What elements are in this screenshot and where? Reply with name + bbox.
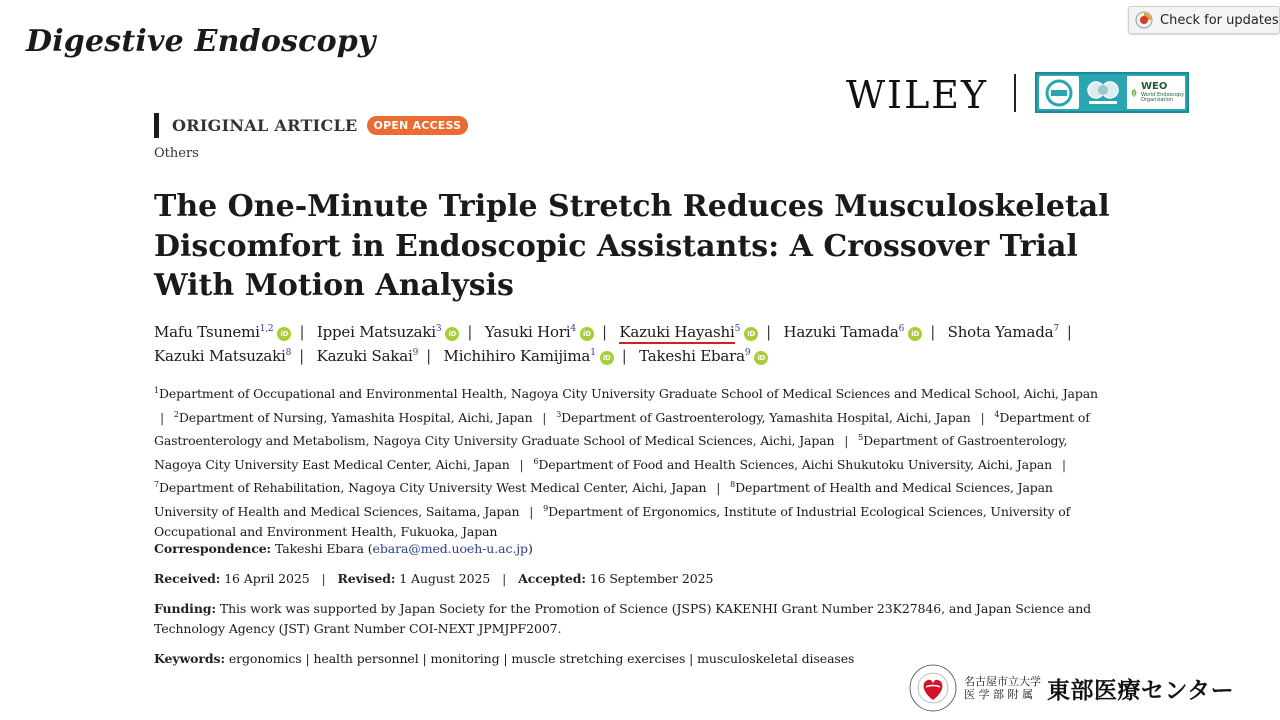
author[interactable] [154, 347, 291, 365]
author[interactable] [948, 323, 1059, 341]
received-label: Received: [154, 571, 221, 586]
author[interactable] [317, 347, 419, 365]
accepted-label: Accepted: [518, 571, 586, 586]
affiliation-separator: | [529, 503, 534, 519]
author-separator: | [299, 323, 305, 341]
revised-label: Revised: [337, 571, 396, 586]
affiliation-separator: | [716, 480, 721, 495]
society-logos [1035, 72, 1189, 113]
author[interactable] [784, 323, 923, 341]
affiliation-text: Department of Gastroenterology, Nagoya City University East Medical Center, Aichi, Japan [154, 433, 1068, 472]
author-name: Hazuki Tamada [783, 323, 899, 341]
orcid-icon[interactable]: iD [744, 327, 758, 341]
orcid-icon[interactable]: iD [277, 327, 291, 341]
article-title: The One-Minute Triple Stretch Reduces Musculoskeletal Discomfort in Endoscopic Assistants: A Crossover Trial With Motion Analysis [154, 189, 1110, 303]
funding-label: Funding: [154, 601, 216, 616]
affiliation-number: 4 [994, 409, 1000, 419]
weo-subtitle: World Endoscopy Organization [1141, 91, 1185, 103]
affiliation-separator: | [542, 409, 547, 425]
received-date: 16 April 2025 [224, 571, 310, 586]
author[interactable] [619, 323, 758, 341]
author-affiliation-number: 1 [590, 348, 596, 358]
affiliation-text: Department of Health and Medical Sciences, Japan University of Health and Medical Sciences, Saitama, Japan [154, 480, 1053, 519]
author-affiliation-number: 4 [570, 324, 576, 334]
affiliation-number: 6 [533, 456, 539, 466]
affiliation-text: Department of Gastroenterology, Yamashita Hospital, Aichi, Japan [561, 409, 971, 425]
author-separator: | [766, 323, 771, 341]
affiliation-separator: | [844, 433, 849, 448]
author-affiliation-number: 1,2 [259, 324, 274, 334]
author-separator: | [467, 323, 473, 341]
affiliation-text: Department of Nursing, Yamashita Hospital, Aichi, Japan [178, 409, 533, 425]
affiliation-number: 1 [154, 386, 159, 395]
orcid-icon[interactable]: iD [445, 327, 459, 341]
affiliation-number: 7 [154, 480, 159, 489]
affiliation-number: 8 [730, 480, 736, 489]
affiliation-text: Department of Occupational and Environmental Health, Nagoya City University Graduate School of Medical Sciences and Medical School, Aichi, Japan [158, 386, 1098, 401]
affiliations [154, 381, 1099, 543]
journal-name: Digestive Endoscopy [26, 24, 376, 59]
open-access-badge: OPEN ACCESS [367, 116, 469, 135]
jges-logo [1039, 76, 1079, 109]
article-category: Others [154, 146, 199, 161]
correspondence-email-link[interactable]: ebara@med.uoeh-u.ac.jp [372, 541, 528, 556]
affiliation-separator: | [519, 456, 524, 472]
check-updates-icon [1135, 11, 1153, 29]
author-name: Mafu Tsunemi [154, 323, 260, 341]
institution-line2: 医 学 部 附 属 [964, 688, 1033, 701]
publisher-divider [1014, 74, 1016, 112]
author-affiliation-number: 6 [898, 324, 905, 334]
author-name: Kazuki Matsuzaki [154, 347, 286, 365]
author[interactable] [444, 347, 614, 365]
article-type-row [154, 113, 468, 138]
correspondence-label: Correspondence: [154, 541, 272, 556]
weo-logo [1127, 76, 1185, 109]
affiliation-item [174, 410, 533, 425]
affiliation-number: 3 [556, 409, 562, 419]
orcid-icon[interactable]: iD [754, 351, 768, 365]
author-list [154, 319, 1114, 367]
revised-date: 1 August 2025 [399, 571, 491, 586]
author-name: Kazuki Sakai [316, 347, 413, 365]
author-affiliation-number: 5 [734, 324, 741, 334]
affiliation-separator: | [160, 409, 165, 425]
affiliation-item [154, 480, 706, 495]
keywords-label: Keywords: [154, 651, 225, 666]
correspondence-name: Takeshi Ebara [274, 541, 364, 556]
affiliation-item [154, 386, 1098, 401]
date-separator: | [321, 571, 326, 586]
institution-line1: 名古屋市立大学 [964, 675, 1041, 688]
author-name: Yasuki Hori [484, 323, 571, 341]
author-name: Takeshi Ebara [639, 347, 745, 365]
affiliation-text: Department of Food and Health Sciences, Aichi Shukutoku University, Aichi, Japan [538, 456, 1053, 472]
affiliation-number: 9 [543, 503, 549, 513]
university-seal-icon [908, 663, 958, 713]
author[interactable] [317, 323, 460, 341]
affiliation-separator: | [980, 409, 985, 425]
author-name: Shota Yamada [947, 323, 1054, 341]
author-name: Kazuki Hayashi [619, 323, 734, 344]
date-separator: | [502, 571, 507, 586]
funding-text: This work was supported by Japan Society for the Promotion of Science (JSPS) KAKENHI Grant Number 23K27846, and Japan Science and Technology Agency (JST) Grant Number COI-NEXT JPMJPF2007. [154, 601, 1092, 636]
funding [154, 599, 1114, 638]
author-affiliation-number: 9 [412, 348, 419, 358]
apdw-logo [1082, 76, 1124, 109]
orcid-icon[interactable]: iD [600, 351, 614, 365]
article-dates [154, 569, 1114, 589]
orcid-icon[interactable]: iD [580, 327, 594, 341]
author-affiliation-number: 3 [435, 324, 442, 334]
check-for-updates-label: Check for updates [1160, 12, 1279, 28]
author-name: Michihiro Kamijima [443, 347, 591, 365]
affiliation-number: 5 [858, 433, 864, 442]
affiliation-text: Department of Rehabilitation, Nagoya City University West Medical Center, Aichi, Japan [158, 480, 707, 495]
author-affiliation-number: 7 [1053, 324, 1059, 334]
affiliation-separator: | [1061, 456, 1066, 472]
correspondence: Correspondence: Takeshi Ebara (ebara@med.uoeh-u.ac.jp) [154, 541, 533, 556]
article-type-bar [154, 113, 159, 138]
affiliation-text: Department of Ergonomics, Institute of Industrial Ecological Sciences, University of Occupational and Environment Health, Fukuoka, Japan [154, 503, 1071, 539]
author-separator: | [299, 347, 304, 365]
author-affiliation-number: 8 [285, 348, 292, 358]
author[interactable] [485, 323, 594, 341]
affiliation-item [533, 457, 1052, 472]
publisher-logo: WILEY [846, 73, 989, 117]
author[interactable] [639, 347, 768, 365]
affiliation-number: 2 [173, 409, 179, 419]
institution-logo [908, 660, 1260, 716]
weo-name: WEO [1141, 81, 1168, 92]
institution-name: 東部医療センター [1047, 677, 1235, 704]
author-name: Ippei Matsuzaki [316, 323, 436, 341]
accepted-date: 16 September 2025 [589, 571, 714, 586]
author-separator: | [1066, 323, 1072, 341]
check-for-updates-button[interactable] [1128, 6, 1280, 34]
orcid-icon[interactable]: iD [908, 327, 922, 341]
article-type: ORIGINAL ARTICLE [172, 116, 358, 135]
keywords-text: ergonomics | health personnel | monitoring | muscle stretching exercises | musculoskeletal diseases [228, 651, 855, 666]
author[interactable] [154, 323, 291, 341]
author-affiliation-number: 9 [744, 348, 751, 358]
author-separator: | [930, 323, 936, 341]
affiliation-text: Department of Gastroenterology and Metabolism, Nagoya City University Graduate School of Medical Sciences, Aichi, Japan [154, 409, 1090, 448]
author-separator: | [601, 323, 607, 341]
author-separator: | [426, 347, 431, 365]
author-separator: | [621, 347, 627, 365]
affiliation-item [556, 410, 970, 425]
